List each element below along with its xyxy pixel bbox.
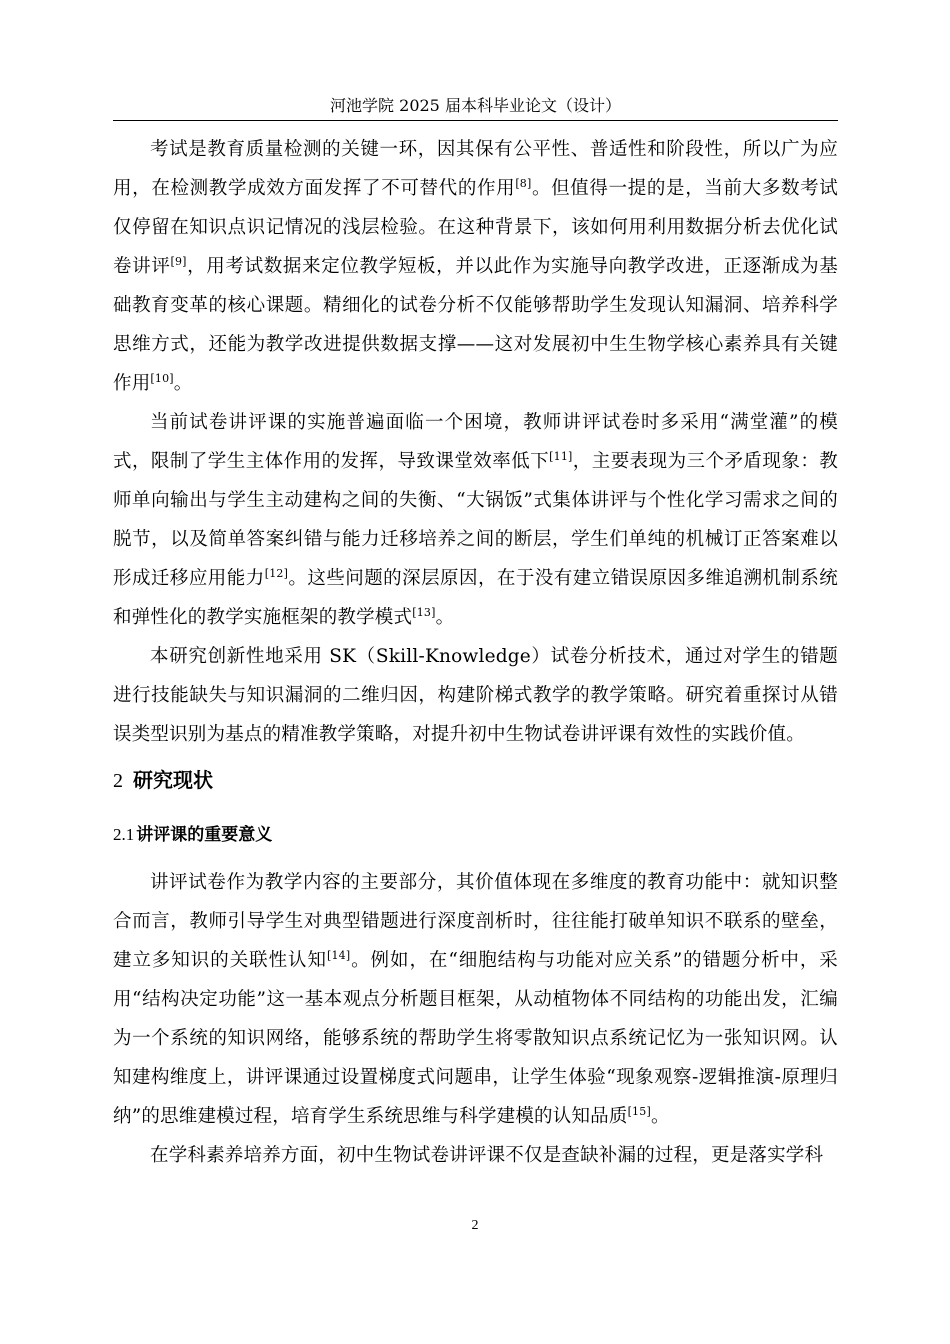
paragraph-text: 当前试卷讲评课的实施普遍面临一个困境，教师讲评试卷时多采用“满堂灌”的模式，限制了学生主体作用的发挥，导致课堂效率低下	[113, 412, 838, 472]
paragraph-text: ，用考试数据来定位教学短板，并以此作为实施导向教学改进，正逐渐成为基础教育变革的核心课题。精细化的试卷分析不仅能够帮助学生发现认知漏洞、培养科学思维方式，还能为教学改进提供数据支撑——这对发展初中生生物学核心素养具有关键作用	[113, 256, 838, 394]
section-number: 2	[113, 770, 123, 792]
paragraph-text: 讲评试卷作为教学内容的主要部分，其价值体现在多维度的教育功能中：就知识整合而言，教师引导学生对典型错题进行深度剖析时，往往能打破单知识不联系的壁垒，建立多知识的关联性认知	[113, 872, 838, 971]
paragraph-text: 。这些问题的深层原因，在于没有建立错误原因多维追溯机制系统和弹性化的教学实施框架的教学模式	[113, 568, 838, 628]
paragraph-text: 。例如，在“细胞结构与功能对应关系”的错题分析中，采用“结构决定功能”这一基本观点分析题目框架，从动植物体不同结构的功能出发，汇编为一个系统的知识网络，能够系统的帮助学生将零散知识点系统记忆为一张知识网。认知建构维度上，讲评课通过设置梯度式问题串，让学生体验“现象观察-逻辑推演-原理归纳”的思维建模过程，培育学生系统思维与科学建模的认知品质	[113, 950, 838, 1127]
citation-ref: [11]	[549, 450, 573, 463]
subsection-paragraphs	[113, 863, 838, 1175]
paragraph-text: 考试是教育质量检测的关键一环，因其保有公平性、普适性和阶段性，所以广为应用，在检测教学成效方面发挥了不可替代的作用	[113, 139, 838, 199]
citation-ref: [8]	[515, 177, 532, 190]
page-number: 2	[471, 1218, 479, 1233]
section-heading	[113, 754, 838, 807]
paragraph-text: 。	[650, 1106, 670, 1127]
body-paragraph	[113, 403, 838, 637]
intro-paragraphs	[113, 130, 838, 754]
body-paragraph	[113, 637, 838, 754]
citation-ref: [14]	[326, 949, 351, 962]
paragraph-text: ，主要表现为三个矛盾现象：教师单向输出与学生主动建构之间的失衡、“大锅饭”式集体讲评与个性化学习需求之间的脱节，以及简单答案纠错与能力迁移培养之间的断层，学生们单纯的机械订正答案难以形成迁移应用能力	[113, 451, 838, 589]
citation-ref: [9]	[170, 255, 187, 268]
paragraph-text: 在学科素养培养方面，初中生物试卷讲评课不仅是查缺补漏的过程，更是落实学科	[150, 1145, 824, 1166]
citation-ref: [13]	[412, 606, 436, 619]
subsection-title: 讲评课的重要意义	[136, 825, 273, 845]
citation-ref: [12]	[264, 567, 289, 580]
paragraph-text: 本研究创新性地采用 SK（Skill-Knowledge）试卷分析技术，通过对学生的错题进行技能缺失与知识漏洞的二维归因，构建阶梯式教学的教学策略。研究着重探讨从错误类型识别为基点的精准教学策略，对提升初中生物试卷讲评课有效性的实践价值。	[113, 646, 838, 745]
paragraph-text: 。	[435, 607, 455, 628]
document-body	[113, 130, 838, 1175]
body-paragraph	[113, 863, 838, 1136]
paragraph-text: 。但值得一提的是，当前大多数考试仅停留在知识点识记情况的浅层检验。在这种背景下，该如何用利用数据分析去优化试卷讲评	[113, 178, 839, 277]
page-header: 河池学院 2025 届本科毕业论文（设计）	[113, 92, 838, 121]
subsection-heading	[113, 807, 838, 863]
subsection-number: 2.1	[113, 825, 135, 844]
body-paragraph	[113, 130, 838, 403]
citation-ref: [10]	[150, 372, 174, 385]
section-title: 研究现状	[133, 768, 213, 792]
paragraph-text: 。	[173, 373, 193, 394]
citation-ref: [15]	[627, 1105, 651, 1118]
body-paragraph	[113, 1136, 838, 1175]
